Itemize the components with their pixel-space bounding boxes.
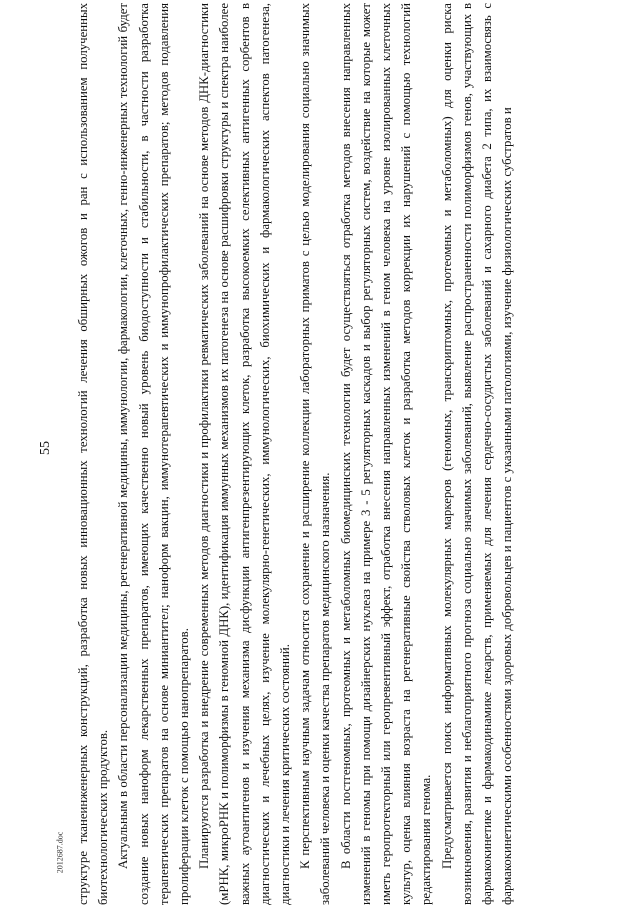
- paragraph-4: К перспективным научным задачам относится сохранение и расширение коллекции лабораторных приматов с целью моделирования социально значимых заболеваний человека и оценки качества препаратов медицинского назначения.: [298, 3, 333, 905]
- paragraph-5: В области постгеномных, протеомных и метаболомных биомедицинских технологии будет осуществляться отработка методов внесения направленных изменений в геномы при помощи дизайнерских нуклеаз на примере 3 - 5 регуляторных каскадов и выбор регуляторных систем, воздействие на которые может иметь геропротекторный или геропревентивный эффект, отработка внесения направленных изменений в геном человека на уровне изолированных клеточных культур, оценка влияния возраста на регенеративные свойства стволовых клеток и разработка методов коррекции их нарушений с помощью технологий редактирования генома.: [338, 3, 434, 905]
- paragraph-2: Актуальным в области персонализации медицины, регенеративной медицины, иммунологии, фармакологии, клеточных, генно-инженерных технологий будет создание новых наноформ лекарственных препаратов, имеющих качественно новый уровень биодоступности и стабильности, в частности разработка терапевтических препаратов на основе миниантител; наноформ вакцин, иммунотерапевтических и иммунопрофилактических препаратов; методов подавления пролиферации клеток с помощью нанопрепаратов.: [116, 3, 192, 905]
- paragraph-6: Предусматривается поиск информативных молекулярных маркеров (геномных, транскриптомных, протеомных и метаболомных) для оценки риска возникновения, развития и неблагоприятного прогноза социально значимых заболеваний, выявление распространенности полиморфизмов генов, участвующих в фармакокинетике и фармакодинамике лекарств, применяемых для лечения сердечно-сосудистых заболеваний и сахарного диабета 2 типа, их взаимосвязь с фармакокинетическими особенностями здоровых добровольцев и пациентов с указанными патологиями, изучение физиологических субстратов и: [439, 3, 515, 905]
- document-body: [73, 3, 543, 905]
- page-number: 55: [38, 441, 53, 455]
- paragraph-1: структуре тканеинженерных конструкций, разработка новых инновационных технологий лечения обширных ожогов и ран с использованием полученных биотехнологических продуктов.: [76, 3, 111, 905]
- file-name-footer: 2012687.doc: [55, 831, 65, 874]
- paragraph-3: Планируются разработка и внедрение современных методов диагностики и профилактики ревматических заболеваний на основе методов ДНК-диагностики (мРНК, микроРНК и полиморфизмы в геномной ДНК), идентификация иммунных механизмов их патогенеза на основе расшифровки структуры и спектра наиболее важных аутоантигенов и изучения механизма дисфункции антигенпрезентирующих клеток, разработка высокоемких селективных антигенных сорбентов в диагностических и лечебных целях, изучение молекулярно-генетических, иммунологических, биохимических и фармакологических аспектов патогенеза, диагностики и лечения критических состояний.: [197, 3, 293, 905]
